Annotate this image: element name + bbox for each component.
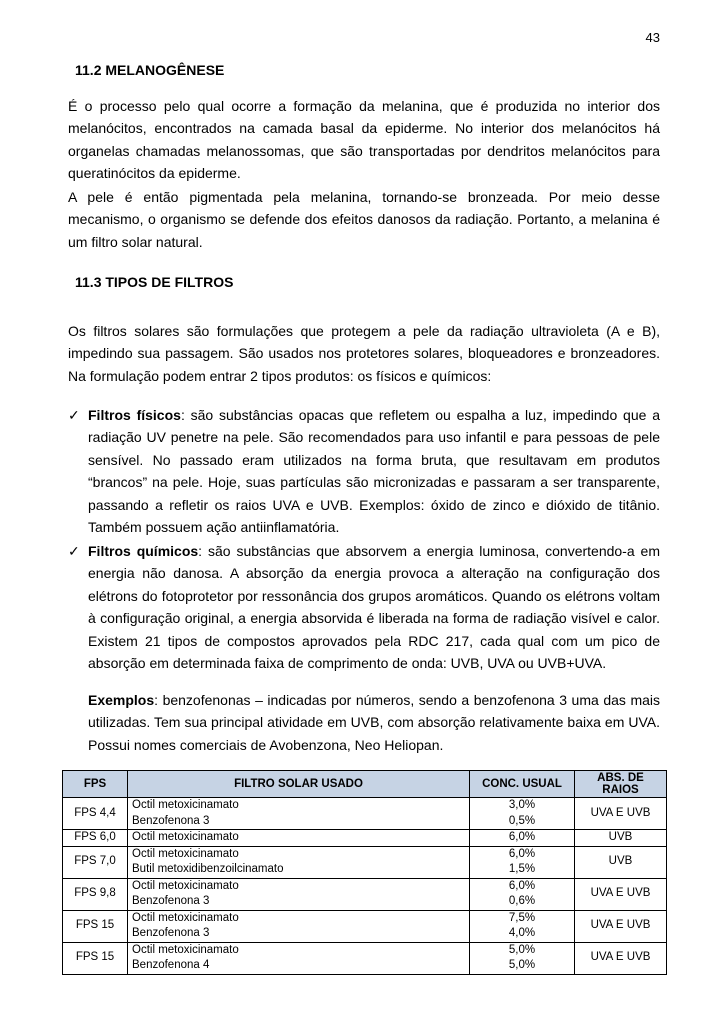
conc-value: 3,0% xyxy=(508,799,536,811)
filtro-name: Octil metoxicinamato xyxy=(132,943,239,956)
cell-fps: FPS 15 xyxy=(63,910,128,942)
paragraph-filtros-intro: Os filtros solares são formulações que protegem a pele da radiação ultravioleta (A e B), impedindo sua passagem. São usados nos protetores solares, bloqueadores e bronzeadores. Na formulação podem entrar 2 tipos produtos: os físicos e químicos: xyxy=(68,323,660,384)
exemplos-term: Exemplos xyxy=(88,692,155,708)
cell-conc xyxy=(470,942,575,974)
cell-abs: UVA E UVB xyxy=(575,942,667,974)
conc-value: 0,5% xyxy=(508,814,536,827)
conc-value: 7,5% xyxy=(508,911,536,924)
header-abs: ABS. DE RAIOS xyxy=(575,771,667,798)
table-row xyxy=(63,878,667,910)
cell-filtro xyxy=(128,830,470,847)
filtro-name: Octil metoxicinamato xyxy=(132,847,239,860)
cell-fps: FPS 4,4 xyxy=(63,798,128,830)
cell-conc xyxy=(470,878,575,910)
conc-value: 1,5% xyxy=(508,863,536,875)
filters-table xyxy=(62,770,667,975)
bullet-filtros-fisicos-text xyxy=(88,404,660,538)
cell-filtro xyxy=(128,878,470,910)
conc-value: 4,0% xyxy=(508,927,536,939)
conc-value: 6,0% xyxy=(508,831,536,843)
cell-abs: UVB xyxy=(575,830,667,847)
cell-abs: UVA E UVB xyxy=(575,878,667,910)
cell-fps: FPS 7,0 xyxy=(63,846,128,878)
paragraph-exemplos xyxy=(88,689,660,756)
filtro-name: Butil metoxidibenzoilcinamato xyxy=(132,863,284,875)
paragraph-melanogenese-2: A pele é então pigmentada pela melanina, tornando-se bronzeada. Por meio desse mecanismo, o organismo se defende dos efeitos danosos da radiação. Portanto, a melanina é um filtro solar natural. xyxy=(68,189,660,250)
cell-filtro xyxy=(128,798,470,830)
bullet-description: : são substâncias que absorvem a energia luminosa, convertendo-a em energia não danosa. A absorção da energia provoca a alteração na configuração dos elétrons do fotoprotetor por ressonância dos grupos aromáticos. Quando os elétrons voltam à configuração original, a energia absorvida é liberada na forma de radiação visível e calor. Existem 21 tipos de compostos aprovados pela RDC 217, cada qual com um pico de absorção em determinada faixa de comprimento de onda: UVB, UVA ou UVB+UVA. xyxy=(88,543,660,672)
cell-conc xyxy=(470,830,575,847)
cell-fps: FPS 9,8 xyxy=(63,878,128,910)
header-conc: CONC. USUAL xyxy=(470,771,575,798)
cell-fps: FPS 6,0 xyxy=(63,830,128,847)
cell-filtro xyxy=(128,910,470,942)
cell-conc xyxy=(470,798,575,830)
table-row xyxy=(63,830,667,847)
filtro-name: Benzofenona 3 xyxy=(132,927,210,939)
filtro-name: Benzofenona 3 xyxy=(132,814,210,827)
table-row xyxy=(63,798,667,830)
filtro-name: Octil metoxicinamato xyxy=(132,911,239,924)
header-filtro: FILTRO SOLAR USADO xyxy=(128,771,470,798)
filtro-name: Octil metoxicinamato xyxy=(132,831,239,843)
table-row xyxy=(63,942,667,974)
cell-abs: UVB xyxy=(575,846,667,878)
filtro-name: Octil metoxicinamato xyxy=(132,879,239,892)
cell-filtro xyxy=(128,846,470,878)
bullet-filtros-quimicos xyxy=(68,540,660,674)
filtro-name: Octil metoxicinamato xyxy=(132,799,239,811)
paragraph-melanogenese-1: É o processo pelo qual ocorre a formação da melanina, que é produzida no interior dos melanócitos, encontrados na camada basal da epiderme. No interior dos melanócitos há organelas chamadas melanossomas, que são transportadas por dendritos melanócitos para queratinócitos da epiderme. xyxy=(68,98,660,182)
section-heading-melanogenese: 11.2 MELANOGÊNESE xyxy=(75,62,225,78)
bullet-filtros-quimicos-text xyxy=(88,540,660,674)
bullet-term: Filtros físicos xyxy=(88,407,181,423)
cell-abs: UVA E UVB xyxy=(575,910,667,942)
cell-fps: FPS 15 xyxy=(63,942,128,974)
bullet-term: Filtros químicos xyxy=(88,543,199,559)
table-header-row xyxy=(63,771,667,798)
bullet-filtros-fisicos xyxy=(68,404,660,538)
exemplos-text: : benzofenonas – indicadas por números, sendo a benzofenona 3 uma das mais utilizadas. Tem sua principal atividade em UVB, com absorção relativamente baixa em UVA. Possui nomes comerciais de Avobenzona, Neo Heliopan. xyxy=(88,692,660,753)
cell-filtro xyxy=(128,942,470,974)
bullet-description: : são substâncias opacas que refletem ou espalha a luz, impedindo que a radiação UV penetre na pele. São recomendados para uso infantil e para pessoas de pele sensível. No passado eram utilizados na forma bruta, que resultavam em produtos “brancos” na pele. Hoje, suas partículas são micronizadas e passaram a ser transparente, passando a refletir os raios UVA e UVB. Exemplos: óxido de zinco e dióxido de titânio. Também possuem ação antiinflamatória. xyxy=(88,407,660,536)
filtro-name: Benzofenona 4 xyxy=(132,959,210,971)
table-row xyxy=(63,846,667,878)
section-heading-tipos-filtros: 11.3 TIPOS DE FILTROS xyxy=(75,274,234,290)
filtro-name: Benzofenona 3 xyxy=(132,895,210,907)
check-icon: ✓ xyxy=(68,543,80,559)
check-icon: ✓ xyxy=(68,407,80,423)
page-number: 43 xyxy=(645,30,660,45)
table-body xyxy=(63,798,667,975)
conc-value: 6,0% xyxy=(508,879,536,892)
cell-abs: UVA E UVB xyxy=(575,798,667,830)
cell-conc xyxy=(470,846,575,878)
table-row xyxy=(63,910,667,942)
conc-value: 0,6% xyxy=(508,895,536,907)
conc-value: 5,0% xyxy=(508,959,536,971)
conc-value: 5,0% xyxy=(508,943,536,956)
cell-conc xyxy=(470,910,575,942)
header-fps: FPS xyxy=(63,771,128,798)
conc-value: 6,0% xyxy=(508,847,536,860)
